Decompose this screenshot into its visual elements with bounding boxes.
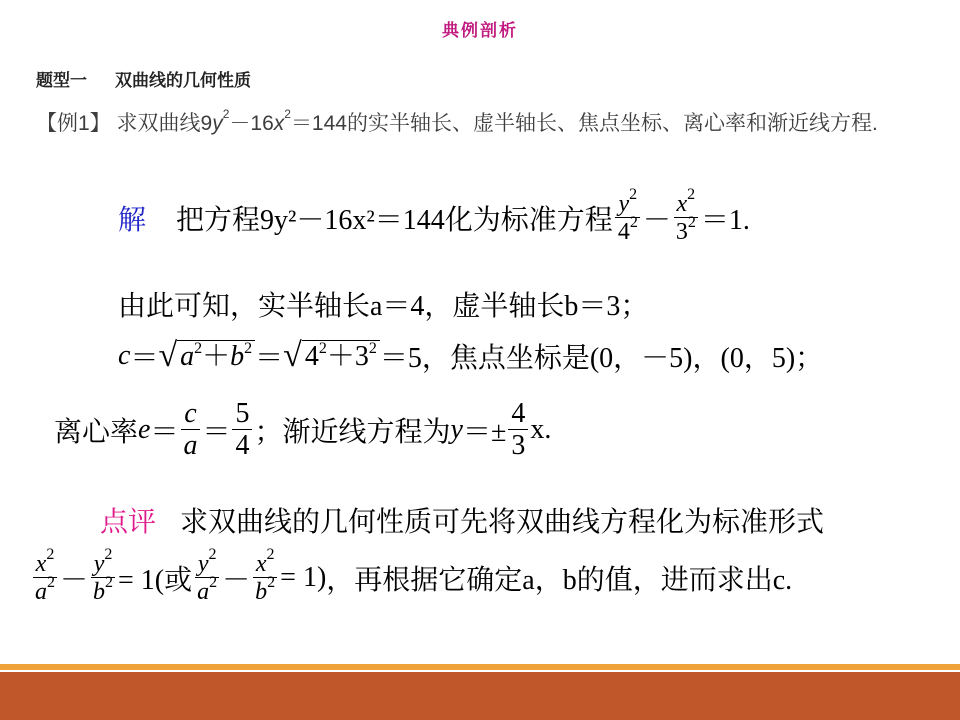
fraction-x2-b2: $\frac{x^2}{b^2}$ (252, 552, 278, 604)
fraction-y2-over-4sq: $\frac{y^2}{4^2}$ (615, 192, 641, 244)
fraction-x2-over-3sq: $\frac{x^2}{3^2}$ (673, 192, 699, 244)
solution-line-1: 解 把方程9y²－16x²＝144化为标准方程 $\frac{y^2}{4^2}$ － $\frac{x^2}{3^2}$ ＝1. (118, 186, 750, 245)
line4-b: ；渐近线方程为 (254, 417, 451, 448)
solution-line1-eq: ＝1. (700, 205, 750, 236)
solution-line3-tail: ＝5，焦点坐标是(0，－5)，(0，5)； (379, 343, 824, 374)
section-topic: 双曲线的几何性质 (115, 71, 251, 91)
fraction-y2-a2: $\frac{y^2}{a^2}$ (194, 552, 220, 604)
solution-line-2: 由此可知，实半轴长a＝4，虚半轴长b＝3； (118, 291, 649, 322)
sqrt-4sq-3sq: √ $4^2+3^2$ (283, 339, 380, 373)
problem-statement: 【例1】 求双曲线$9y^2-16x^2=144$的实半轴长、虚半轴长、焦点坐标、离心率和渐近线方程. (36, 107, 878, 135)
problem-tag: 【例1】 (36, 112, 111, 135)
comment-line-2: $\frac{x^2}{a^2}$ － $\frac{y^2}{b^2}$ = 1(或 $\frac{y^2}{a^2}$ － $\frac{x^2}{b^2}$ = 1) ，再根据它确定a，b的值，进而求出c. (30, 552, 792, 604)
comment-line2-tail: ，再根据它确定a，b的值，进而求出c. (326, 565, 793, 596)
fraction-y2-b2: $\frac{y^2}{b^2}$ (90, 552, 116, 604)
line4-a: 离心率 (54, 417, 139, 448)
line4-c: x. (530, 414, 552, 445)
sqrt-a2-b2: √ $a^2+b^2$ (158, 339, 255, 373)
section-heading (36, 66, 251, 91)
solution-line-3: c ＝ √ $a^2+b^2$ ＝ √ $4^2+3^2$ ＝5，焦点坐标是(0，－5)，(0，5)； (118, 337, 824, 374)
fraction-5-over-4: $\frac{5}{4}$ (232, 400, 252, 460)
footer-bar (0, 672, 960, 720)
problem-text-b: －16 (229, 112, 274, 135)
problem-text-a: 求双曲线9 (110, 112, 213, 135)
fraction-4-over-3: $\frac{4}{3}$ (508, 400, 528, 460)
solution-label: 解 (118, 205, 147, 236)
footer-accent-line (0, 664, 960, 670)
comment-label: 点评 (100, 507, 157, 538)
section-label: 题型一 (36, 71, 87, 91)
fraction-c-over-a: $\frac{c}{a}$ (180, 400, 200, 460)
problem-text-c: ＝144的实半轴长、虚半轴长、焦点坐标、离心率和渐近线方程. (290, 112, 878, 135)
comment-text: 求双曲线的几何性质可先将双曲线方程化为标准形式 (180, 507, 825, 538)
solution-line-4: 离心率 e ＝ $\frac{c}{a}$ ＝ $\frac{5}{4}$ ；渐近线方程为 y ＝± $\frac{4}{3}$ x. (54, 398, 552, 461)
comment-line-1 (100, 500, 824, 540)
slide-title: 典例剖析 (442, 21, 518, 41)
solution-line1-text: 把方程9y²－16x²＝144化为标准方程 (176, 205, 613, 236)
fraction-x2-a2: $\frac{x^2}{a^2}$ (32, 552, 58, 604)
